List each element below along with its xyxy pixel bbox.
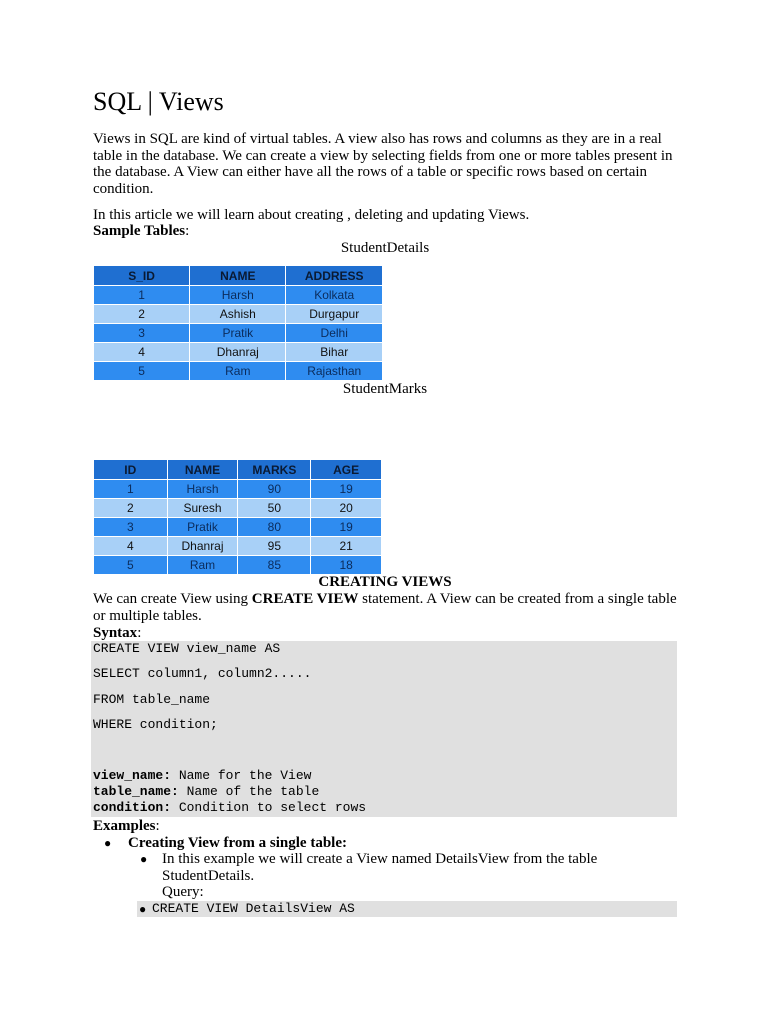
student-marks-table xyxy=(93,459,382,575)
example-description: In this example we will create a View named DetailsView from the table StudentDetails. Query: xyxy=(162,851,598,900)
code-def-line: table_name: Name of the table xyxy=(93,784,320,799)
table-cell: Harsh xyxy=(167,480,238,499)
table-row xyxy=(94,537,382,556)
article-note: In this article we will learn about creating , deleting and updating Views. xyxy=(93,207,530,223)
syntax-label: Syntax: xyxy=(93,625,142,641)
code-line: FROM table_name xyxy=(93,692,211,707)
table-row xyxy=(94,480,382,499)
table-row xyxy=(94,305,383,324)
creating-views-paragraph: We can create View using CREATE VIEW statement. A View can be created from a single table or multiple tables. xyxy=(93,591,677,624)
create-view-keyword: CREATE VIEW xyxy=(251,591,359,607)
sample-tables-label: Sample Tables: xyxy=(93,223,190,239)
header-cell: NAME xyxy=(190,266,286,286)
table-row xyxy=(94,362,383,381)
creating-views-heading: CREATING VIEWS xyxy=(318,574,452,590)
table-cell: Bihar xyxy=(286,343,383,362)
table-cell: 5 xyxy=(94,556,168,575)
table-cell: Ashish xyxy=(190,305,286,324)
header-cell: ID xyxy=(94,460,168,480)
student-marks-caption: StudentMarks xyxy=(342,381,428,397)
page-title: SQL | Views xyxy=(93,87,224,116)
table-row xyxy=(94,556,382,575)
table-cell: 19 xyxy=(311,518,382,537)
table-cell: 85 xyxy=(238,556,311,575)
table-cell: 4 xyxy=(94,537,168,556)
table-cell: Dhanraj xyxy=(167,537,238,556)
table-cell: Kolkata xyxy=(286,286,383,305)
table-cell: 3 xyxy=(94,324,190,343)
syntax-code-block xyxy=(91,641,677,817)
table-row xyxy=(94,324,383,343)
code-def-line: condition: Condition to select rows xyxy=(93,800,367,815)
table-cell: 95 xyxy=(238,537,311,556)
table-cell: 4 xyxy=(94,343,190,362)
table-cell: Durgapur xyxy=(286,305,383,324)
table-cell: Pratik xyxy=(190,324,286,343)
examples-label: Examples: xyxy=(93,818,160,834)
table-cell: Delhi xyxy=(286,324,383,343)
query-label: Query: xyxy=(162,884,204,900)
table-cell: 50 xyxy=(238,499,311,518)
table-cell: Rajasthan xyxy=(286,362,383,381)
table-cell: Ram xyxy=(190,362,286,381)
table-row xyxy=(94,518,382,537)
student-details-table xyxy=(93,265,383,381)
bullet-icon: ● xyxy=(104,836,112,850)
table-cell: Dhanraj xyxy=(190,343,286,362)
table-cell: 90 xyxy=(238,480,311,499)
table-cell: 2 xyxy=(94,305,190,324)
table-cell: 1 xyxy=(94,286,190,305)
code-line: WHERE condition; xyxy=(93,717,218,732)
header-cell: NAME xyxy=(167,460,238,480)
table-cell: Pratik xyxy=(167,518,238,537)
header-cell: AGE xyxy=(311,460,382,480)
table-row xyxy=(94,343,383,362)
header-cell: S_ID xyxy=(94,266,190,286)
table-row xyxy=(94,499,382,518)
table-cell: 21 xyxy=(311,537,382,556)
table-cell: 80 xyxy=(238,518,311,537)
table-cell: 19 xyxy=(311,480,382,499)
code-line: CREATE VIEW DetailsView AS xyxy=(152,901,355,916)
header-cell: MARKS xyxy=(238,460,311,480)
code-def-line: view_name: Name for the View xyxy=(93,768,312,783)
table-cell: 2 xyxy=(94,499,168,518)
intro-paragraph: Views in SQL are kind of virtual tables. A view also has rows and columns as they are in a real table in the database. We can create a view by selecting fields from one or more tables present in the database. A View can either have all the rows of a table or specific rows based on certain condition. xyxy=(93,131,673,197)
table-cell: 5 xyxy=(94,362,190,381)
table-cell: Suresh xyxy=(167,499,238,518)
query-code-block xyxy=(137,901,677,917)
table-cell: 20 xyxy=(311,499,382,518)
table-cell: Harsh xyxy=(190,286,286,305)
bullet-icon: ● xyxy=(139,902,147,916)
code-line: CREATE VIEW view_name AS xyxy=(93,641,281,656)
table-cell: 18 xyxy=(311,556,382,575)
table-header-row xyxy=(94,460,382,480)
example-heading: Creating View from a single table: xyxy=(128,835,348,851)
code-line: SELECT column1, column2..... xyxy=(93,666,312,681)
table-row xyxy=(94,286,383,305)
header-cell: ADDRESS xyxy=(286,266,383,286)
table-cell: 1 xyxy=(94,480,168,499)
bullet-icon: ● xyxy=(140,852,148,866)
table-cell: Ram xyxy=(167,556,238,575)
table-cell: 3 xyxy=(94,518,168,537)
student-details-caption: StudentDetails xyxy=(340,240,430,256)
table-header-row xyxy=(94,266,383,286)
